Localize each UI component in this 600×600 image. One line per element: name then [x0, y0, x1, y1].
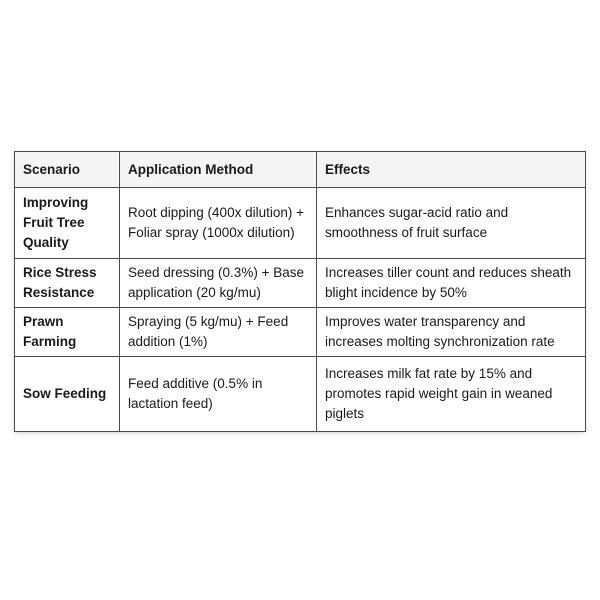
scenario-cell: Improving Fruit Tree Quality — [15, 188, 120, 259]
table-row — [15, 188, 586, 259]
header-scenario: Scenario — [15, 152, 120, 188]
effects-cell: Increases milk fat rate by 15% and promotes rapid weight gain in weaned piglets — [317, 357, 586, 432]
table-row — [15, 308, 586, 357]
header-application-method: Application Method — [120, 152, 317, 188]
method-cell: Spraying (5 kg/mu) + Feed addition (1%) — [120, 308, 317, 357]
application-table-card — [14, 151, 585, 432]
method-cell: Feed additive (0.5% in lactation feed) — [120, 357, 317, 432]
effects-cell: Enhances sugar-acid ratio and smoothness of fruit surface — [317, 188, 586, 259]
header-effects: Effects — [317, 152, 586, 188]
table-header-row — [15, 152, 586, 188]
scenario-cell: Prawn Farming — [15, 308, 120, 357]
method-cell: Seed dressing (0.3%) + Base application (20 kg/mu) — [120, 259, 317, 308]
table-row — [15, 259, 586, 308]
scenario-cell: Sow Feeding — [15, 357, 120, 432]
application-table — [14, 151, 586, 432]
table-row — [15, 357, 586, 432]
effects-cell: Improves water transparency and increases molting synchronization rate — [317, 308, 586, 357]
method-cell: Root dipping (400x dilution) + Foliar spray (1000x dilution) — [120, 188, 317, 259]
effects-cell: Increases tiller count and reduces sheath blight incidence by 50% — [317, 259, 586, 308]
scenario-cell: Rice Stress Resistance — [15, 259, 120, 308]
